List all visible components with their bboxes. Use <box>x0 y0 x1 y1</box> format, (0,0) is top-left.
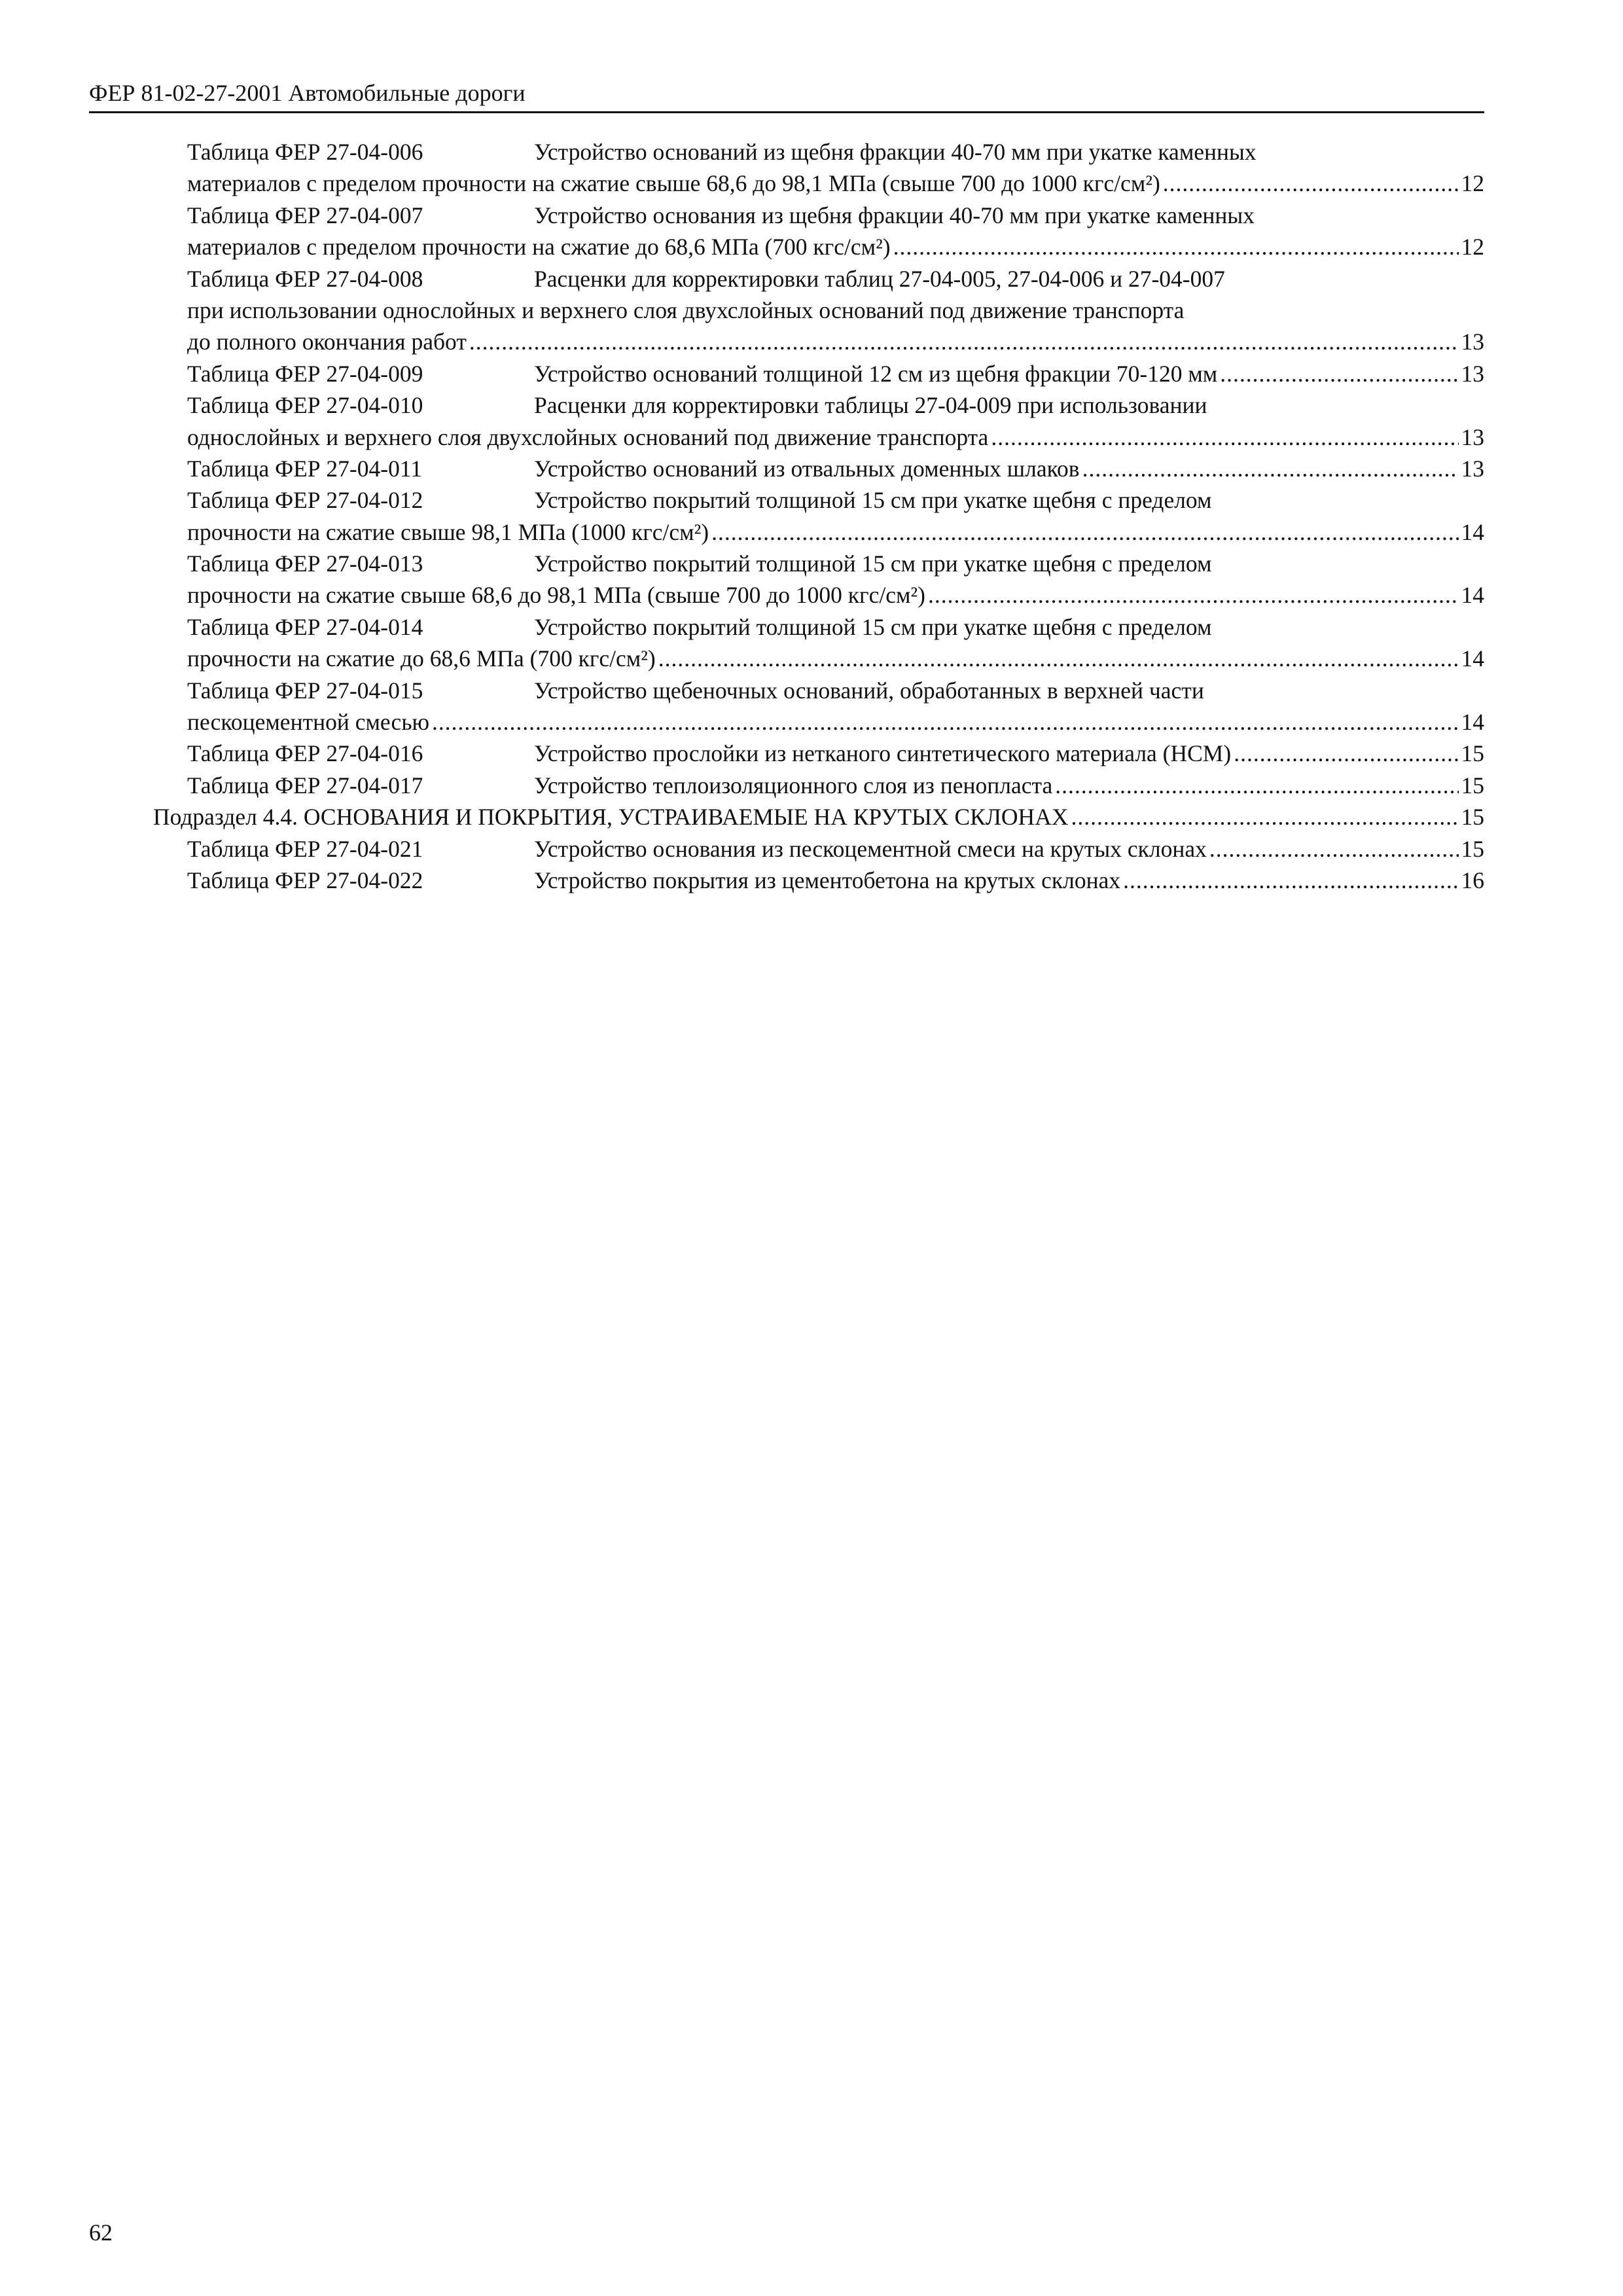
dot-leader <box>711 516 1458 548</box>
toc-title-line: Подраздел 4.4. ОСНОВАНИЯ И ПОКРЫТИЯ, УСТРАИВАЕМЫЕ НА КРУТЫХ СКЛОНАХ <box>153 804 1069 831</box>
toc-title-line: прочности на сжатие свыше 98,1 МПа (1000 кгс/см²) <box>187 518 709 545</box>
toc-page-number: 13 <box>1461 329 1484 355</box>
toc-page-number: 14 <box>1461 582 1484 609</box>
toc-page-number: 14 <box>1461 518 1484 545</box>
dot-leader <box>1163 168 1459 199</box>
table-of-contents <box>116 136 1484 896</box>
toc-title-line: Устройство оснований из отвальных доменных шлаков <box>534 455 1080 482</box>
toc-page-number: 13 <box>1461 360 1484 387</box>
toc-title-line: Устройство покрытий толщиной 15 см при укатке щебня с пределом <box>534 613 1212 640</box>
toc-title-line: Расценки для корректировки таблицы 27-04-009 при использовании <box>534 392 1207 419</box>
toc-page-number: 15 <box>1461 835 1484 862</box>
toc-entry <box>116 833 1484 865</box>
toc-title-line: прочности на сжатие до 68,6 МПа (700 кгс/см²) <box>187 645 656 672</box>
toc-table-code: Таблица ФЕР 27-04-015 <box>187 677 423 704</box>
toc-page-number: 13 <box>1461 455 1484 482</box>
toc-table-code: Таблица ФЕР 27-04-014 <box>187 613 423 640</box>
dot-leader <box>1234 738 1458 769</box>
toc-entry <box>116 389 1484 453</box>
dot-leader <box>991 422 1458 453</box>
toc-entry <box>116 770 1484 801</box>
toc-title-line: однослойных и верхнего слоя двухслойных оснований под движение транспорта <box>187 423 989 450</box>
toc-table-code: Таблица ФЕР 27-04-016 <box>187 740 423 767</box>
toc-title-line: Устройство покрытий толщиной 15 см при укатке щебня с пределом <box>534 487 1212 514</box>
toc-title-line: Устройство оснований толщиной 12 см из щебня фракции 70-120 мм <box>534 360 1218 387</box>
toc-table-code: Таблица ФЕР 27-04-006 <box>187 139 423 165</box>
dot-leader <box>893 231 1459 262</box>
toc-title-line: Устройство покрытий толщиной 15 см при укатке щебня с пределом <box>534 550 1212 577</box>
toc-title-line: Устройство основания из щебня фракции 40-70 мм при укатке каменных <box>534 202 1255 228</box>
page-number: 62 <box>89 2219 113 2246</box>
toc-table-code: Таблица ФЕР 27-04-012 <box>187 487 423 514</box>
toc-title-line: Устройство покрытия из цементобетона на крутых склонах <box>534 867 1121 893</box>
dot-leader <box>658 643 1459 674</box>
toc-entry <box>116 358 1484 389</box>
toc-table-code: Таблица ФЕР 27-04-017 <box>187 772 423 798</box>
toc-title-line: Устройство оснований из щебня фракции 40-70 мм при укатке каменных <box>534 139 1257 165</box>
dot-leader <box>469 326 1459 357</box>
toc-entry <box>116 801 1484 833</box>
toc-entry <box>116 136 1484 200</box>
toc-title-line: Устройство щебеночных оснований, обработанных в верхней части <box>534 677 1204 704</box>
toc-title-line: Устройство основания из пескоцементной смеси на крутых склонах <box>534 835 1207 862</box>
toc-page-number: 12 <box>1461 170 1484 197</box>
toc-title-line: Расценки для корректировки таблиц 27-04-005, 27-04-006 и 27-04-007 <box>534 265 1225 292</box>
dot-leader <box>1123 865 1458 896</box>
toc-entry <box>116 263 1484 358</box>
toc-table-code: Таблица ФЕР 27-04-022 <box>187 867 423 893</box>
toc-table-code: Таблица ФЕР 27-04-011 <box>187 455 423 482</box>
toc-entry <box>116 484 1484 548</box>
toc-page-number: 14 <box>1461 709 1484 736</box>
dot-leader <box>432 706 1458 738</box>
toc-page-number: 15 <box>1461 772 1484 798</box>
header-title: ФЕР 81-02-27-2001 Автомобильные дороги <box>89 80 526 106</box>
toc-page-number: 12 <box>1461 234 1484 260</box>
toc-entry <box>116 200 1484 263</box>
toc-table-code: Таблица ФЕР 27-04-008 <box>187 265 423 292</box>
toc-title-line: пескоцементной смесью <box>187 709 430 736</box>
dot-leader <box>1220 358 1458 389</box>
toc-title-line: материалов с пределом прочности на сжатие до 68,6 МПа (700 кгс/см²) <box>187 234 891 260</box>
toc-title-line: прочности на сжатие свыше 68,6 до 98,1 МПа (свыше 700 до 1000 кгс/см²) <box>187 582 925 609</box>
page-header <box>89 77 1484 113</box>
toc-entry <box>116 738 1484 769</box>
toc-entry <box>116 675 1484 738</box>
dot-leader <box>928 579 1459 611</box>
toc-entry <box>116 548 1484 611</box>
toc-entry <box>116 865 1484 896</box>
dot-leader <box>1209 833 1459 865</box>
dot-leader <box>1071 801 1458 833</box>
toc-entry <box>116 453 1484 484</box>
toc-page-number: 16 <box>1461 867 1484 893</box>
toc-title-line: Устройство теплоизоляционного слоя из пенопласта <box>534 772 1053 798</box>
toc-title-line: Устройство прослойки из нетканого синтетического материала (НСМ) <box>534 740 1232 767</box>
toc-title-line: при использовании однослойных и верхнего слоя двухслойных оснований под движение транспорта <box>187 296 1185 323</box>
toc-entry <box>116 611 1484 675</box>
toc-title-line: до полного окончания работ <box>187 329 467 355</box>
toc-page-number: 15 <box>1461 804 1484 831</box>
toc-table-code: Таблица ФЕР 27-04-009 <box>187 360 423 387</box>
toc-table-code: Таблица ФЕР 27-04-021 <box>187 835 423 862</box>
dot-leader <box>1055 770 1458 801</box>
toc-page-number: 13 <box>1461 423 1484 450</box>
toc-page-number: 14 <box>1461 645 1484 672</box>
toc-title-line: материалов с пределом прочности на сжатие свыше 68,6 до 98,1 МПа (свыше 700 до 1000 кгс/см²) <box>187 170 1160 197</box>
toc-table-code: Таблица ФЕР 27-04-007 <box>187 202 423 228</box>
dot-leader <box>1082 453 1459 484</box>
toc-page-number: 15 <box>1461 740 1484 767</box>
toc-table-code: Таблица ФЕР 27-04-013 <box>187 550 423 577</box>
toc-table-code: Таблица ФЕР 27-04-010 <box>187 392 423 419</box>
